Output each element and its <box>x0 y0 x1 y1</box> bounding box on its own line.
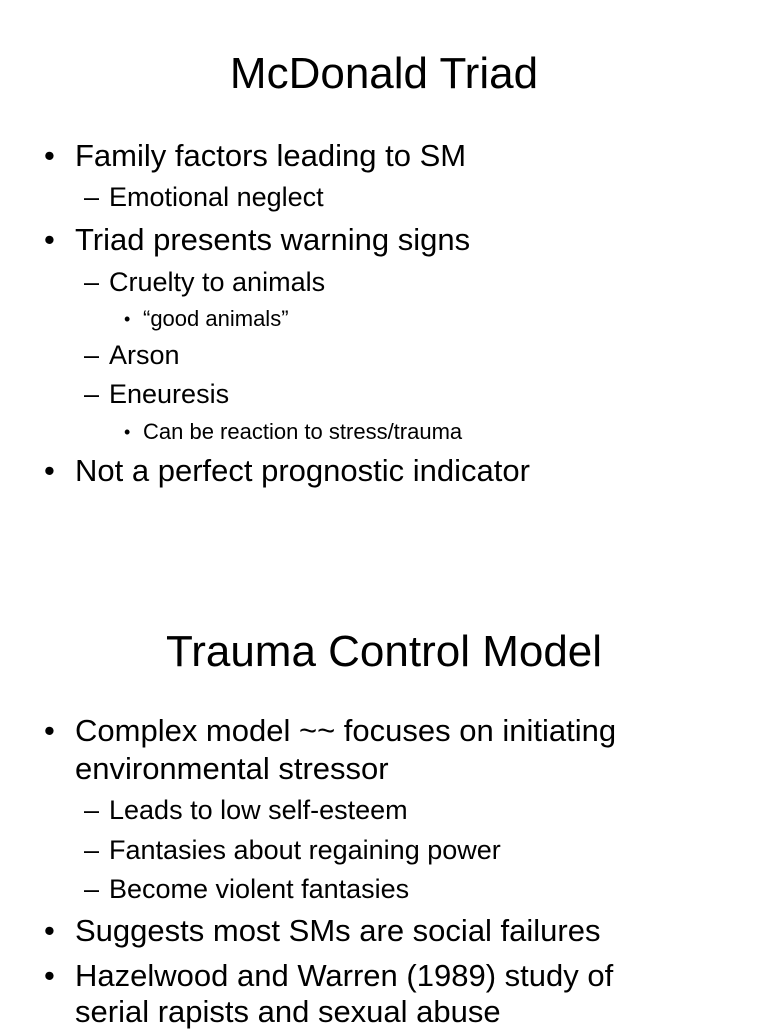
bullet-text: Become violent fantasies <box>109 874 410 904</box>
bullet-marker: – <box>84 874 100 904</box>
bullet-marker: • <box>44 222 55 257</box>
bullet-text: Fantasies about regaining power <box>109 835 501 865</box>
bullet-marker: • <box>44 138 55 173</box>
bullet-text: Complex model ~~ focuses on initiating <box>75 713 617 748</box>
bullet-marker: • <box>44 453 55 488</box>
slide-title: McDonald Triad <box>229 49 539 98</box>
bullet-marker: • <box>44 958 55 993</box>
slide-trauma-control-model <box>0 580 768 1029</box>
bullet-marker: – <box>84 267 100 297</box>
bullet-text: Arson <box>109 340 180 370</box>
bullet-text: Emotional neglect <box>109 182 324 212</box>
bullet-marker: • <box>124 422 131 442</box>
bullet-text: Hazelwood and Warren (1989) study of <box>75 958 614 993</box>
bullet-text: Not a perfect prognostic indicator <box>75 453 530 488</box>
bullet-text: Cruelty to animals <box>109 267 326 297</box>
bullet-text: Can be reaction to stress/trauma <box>143 419 463 444</box>
bullet-marker: – <box>84 835 100 865</box>
bullet-marker: • <box>44 913 55 948</box>
slide-title: Trauma Control Model <box>165 627 603 676</box>
bullet-marker: • <box>124 309 131 329</box>
bullet-text: Eneuresis <box>109 379 230 409</box>
bullet-text: environmental stressor <box>75 751 389 786</box>
bullet-marker: – <box>84 379 100 409</box>
bullet-text: Suggests most SMs are social failures <box>75 913 601 948</box>
bullet-text: Family factors leading to SM <box>75 138 467 173</box>
bullet-text: Triad presents warning signs <box>75 222 471 257</box>
bullet-marker: – <box>84 182 100 212</box>
bullet-text: serial rapists and sexual abuse <box>75 994 501 1029</box>
bullet-marker: – <box>84 340 100 370</box>
bullet-text: “good animals” <box>143 306 289 331</box>
bullet-marker: • <box>44 713 55 748</box>
bullet-text: Leads to low self-esteem <box>109 795 408 825</box>
bullet-marker: – <box>84 795 100 825</box>
